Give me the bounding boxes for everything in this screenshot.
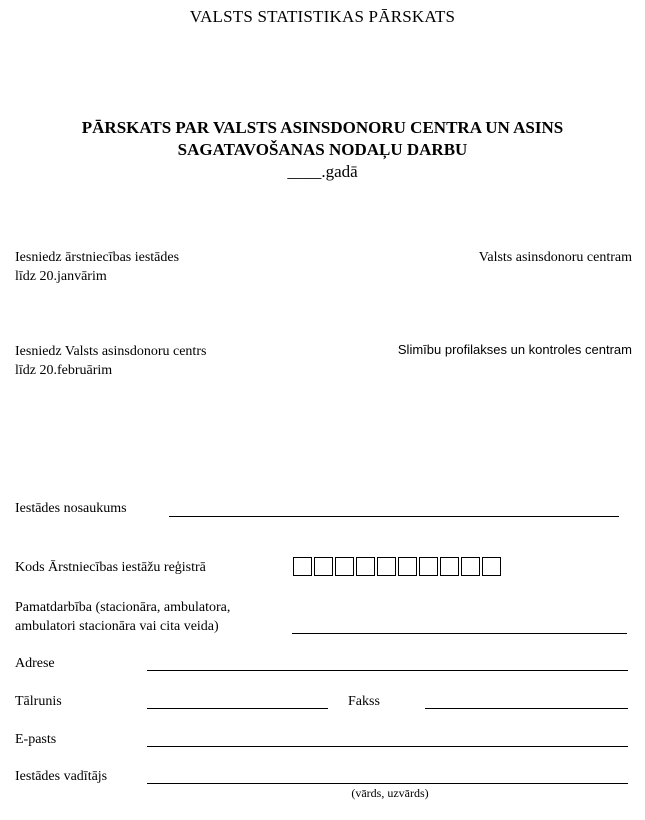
report-title-line-1: PĀRSKATS PAR VALSTS ASINSDONORU CENTRA UN ASINS <box>81 118 564 137</box>
head-label: Iestādes vadītājs <box>15 769 108 784</box>
main-activity-label-line-2: ambulatori stacionāra vai cita veida) <box>15 619 219 634</box>
registry-code-label: Kods Ārstniecības iestāžu reģistrā <box>15 560 206 575</box>
report-title-line-2: SAGATAVOŠANAS NODAĻU DARBU <box>177 140 468 159</box>
registry-code-box[interactable] <box>356 557 375 576</box>
email-field[interactable] <box>147 746 628 747</box>
institution-name-label: Iestādes nosaukums <box>15 501 127 516</box>
head-name-caption: (vārds, uzvārds) <box>351 786 429 800</box>
registry-code-box[interactable] <box>461 557 480 576</box>
main-activity-field[interactable] <box>292 633 627 634</box>
fax-label: Fakss <box>348 694 380 709</box>
email-label: E-pasts <box>15 732 57 747</box>
report-header: VALSTS STATISTIKAS PĀRSKATS <box>189 7 456 26</box>
submitter-line-2: Iesniedz Valsts asinsdonoru centrs <box>15 344 207 359</box>
registry-code-box[interactable] <box>398 557 417 576</box>
report-year: ____.gadā <box>287 162 358 181</box>
recipient-1: Valsts asinsdonoru centram <box>478 250 632 265</box>
registry-code-box[interactable] <box>440 557 459 576</box>
registry-code-box[interactable] <box>293 557 312 576</box>
institution-name-field[interactable] <box>169 516 619 517</box>
registry-code-box[interactable] <box>314 557 333 576</box>
fax-field[interactable] <box>425 708 628 709</box>
registry-code-box[interactable] <box>335 557 354 576</box>
submission-deadline-1: līdz 20.janvārim <box>15 269 107 284</box>
phone-field[interactable] <box>147 708 328 709</box>
main-activity-label-line-1: Pamatdarbība (stacionāra, ambulatora, <box>15 600 231 615</box>
address-label: Adrese <box>15 656 55 671</box>
phone-label: Tālrunis <box>15 694 62 709</box>
registry-code-box[interactable] <box>419 557 438 576</box>
registry-code-box[interactable] <box>377 557 396 576</box>
submission-deadline-2: līdz 20.februārim <box>15 363 113 378</box>
address-field[interactable] <box>147 670 628 671</box>
recipient-2: Slimību profilakses un kontroles centram <box>397 342 632 357</box>
registry-code-field <box>293 557 503 576</box>
submitter-line-1: Iesniedz ārstniecības iestādes <box>15 250 180 265</box>
head-name-field[interactable] <box>147 783 628 784</box>
registry-code-box[interactable] <box>482 557 501 576</box>
